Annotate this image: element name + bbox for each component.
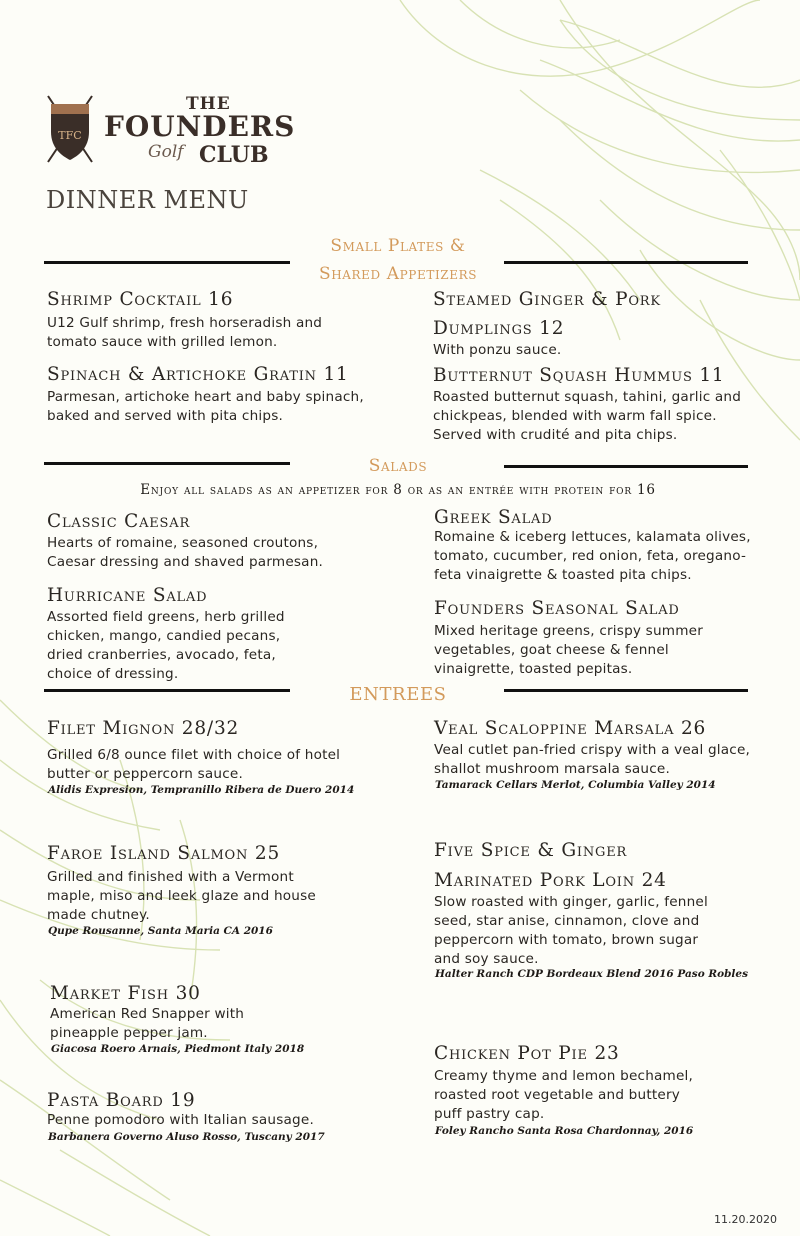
item-desc: Mixed heritage greens, crispy summer vegetables, goat cheese & fennel vinaigrette, toasted pepitas. <box>434 623 703 677</box>
crest-letters: TFC <box>58 129 82 142</box>
item-desc: Grilled and finished with a Vermont maple, miso and leek glaze and house made chutney. <box>47 869 316 923</box>
item-name: Spinach & Artichoke Gratin 11 <box>47 364 349 385</box>
item-desc: Grilled 6/8 ounce filet with choice of hotel butter or peppercorn sauce. <box>47 747 341 782</box>
item-name: Shrimp Cocktail 16 <box>47 289 234 310</box>
wine-pairing: Giacosa Roero Arnais, Piedmont Italy 2018 <box>51 1043 305 1055</box>
item-desc: Veal cutlet pan-fried crispy with a veal glace, shallot mushroom marsala sauce. <box>434 742 751 777</box>
item-name: Steamed Ginger & Pork <box>433 289 661 310</box>
item-desc: Roasted butternut squash, tahini, garlic and chickpeas, blended with warm fall spice. Served with crudité and pita chips. <box>433 389 742 443</box>
item-name: Market Fish 30 <box>50 983 201 1004</box>
item-desc: With ponzu sauce. <box>433 342 562 358</box>
item-desc: U12 Gulf shrimp, fresh horseradish and tomato sauce with grilled lemon. <box>47 315 323 350</box>
divider-rule <box>504 465 748 468</box>
item-desc: Slow roasted with ginger, garlic, fennel seed, star anise, cinnamon, clove and peppercorn with tomato, brown sugar and soy sauce. <box>434 894 708 967</box>
item-name: Five Spice & Ginger <box>434 840 628 861</box>
item-desc: American Red Snapper with pineapple pepper jam. <box>50 1006 245 1041</box>
divider-rule <box>44 261 290 264</box>
wine-pairing: Barbanera Governo Aluso Rosso, Tuscany 2017 <box>48 1131 325 1143</box>
wine-pairing: Qupe Rousanne, Santa Maria CA 2016 <box>48 925 273 937</box>
divider-rule <box>44 462 290 465</box>
menu-title: DINNER MENU <box>46 186 249 214</box>
logo-founders: FOUNDERS <box>104 110 296 143</box>
divider-rule <box>44 689 290 692</box>
item-name: Veal Scaloppine Marsala 26 <box>434 718 707 739</box>
item-name: Chicken Pot Pie 23 <box>434 1043 620 1064</box>
section-title-small-plates: Small Plates & <box>330 236 466 256</box>
divider-rule <box>504 689 748 692</box>
logo-golf: Golf <box>148 142 184 162</box>
item-name-line2: Marinated Pork Loin 24 <box>434 870 667 891</box>
section-title-entrees: ENTREES <box>349 684 447 705</box>
section-title-salads: Salads <box>368 456 428 476</box>
divider-rule <box>504 261 748 264</box>
item-name: Pasta Board 19 <box>47 1090 196 1111</box>
wine-pairing: Tamarack Cellars Merlot, Columbia Valley 2014 <box>435 779 716 791</box>
item-name: Classic Caesar <box>47 511 191 532</box>
item-desc: Creamy thyme and lemon bechamel, roasted root vegetable and buttery puff pastry cap. <box>434 1068 694 1122</box>
item-name-line2: Dumplings 12 <box>433 318 565 339</box>
item-desc: Parmesan, artichoke heart and baby spinach, baked and served with pita chips. <box>47 389 364 424</box>
item-name: Faroe Island Salmon 25 <box>47 843 281 864</box>
crest-logo-icon <box>44 92 96 166</box>
wine-pairing: Foley Rancho Santa Rosa Chardonnay, 2016 <box>435 1125 694 1137</box>
section-title-small-plates-2: Shared Appetizers <box>318 264 478 284</box>
item-name: Greek Salad <box>434 507 553 528</box>
wine-pairing: Alidis Expresion, Tempranillo Ribera de Duero 2014 <box>48 784 355 796</box>
logo-the: THE <box>186 94 231 114</box>
item-name: Founders Seasonal Salad <box>434 598 680 619</box>
item-name: Butternut Squash Hummus 11 <box>433 365 725 386</box>
item-desc: Penne pomodoro with Italian sausage. <box>47 1112 314 1128</box>
item-desc: Romaine & iceberg lettuces, kalamata olives, tomato, cucumber, red onion, feta, oregano- feta vinaigrette & toasted pita chips. <box>434 529 751 583</box>
wine-pairing: Halter Ranch CDP Bordeaux Blend 2016 Paso Robles <box>435 968 749 980</box>
logo-club: CLUB <box>199 142 269 168</box>
item-name: Filet Mignon 28/32 <box>47 718 240 739</box>
item-desc: Hearts of romaine, seasoned croutons, Caesar dressing and shaved parmesan. <box>47 535 324 570</box>
salads-note: Enjoy all salads as an appetizer for 8 or as an entrée with protein for 16 <box>140 482 656 498</box>
menu-date: 11.20.2020 <box>714 1213 777 1226</box>
item-name: Hurricane Salad <box>47 585 208 606</box>
item-desc: Assorted field greens, herb grilled chicken, mango, candied pecans, dried cranberries, avocado, feta, choice of dressing. <box>47 609 285 682</box>
